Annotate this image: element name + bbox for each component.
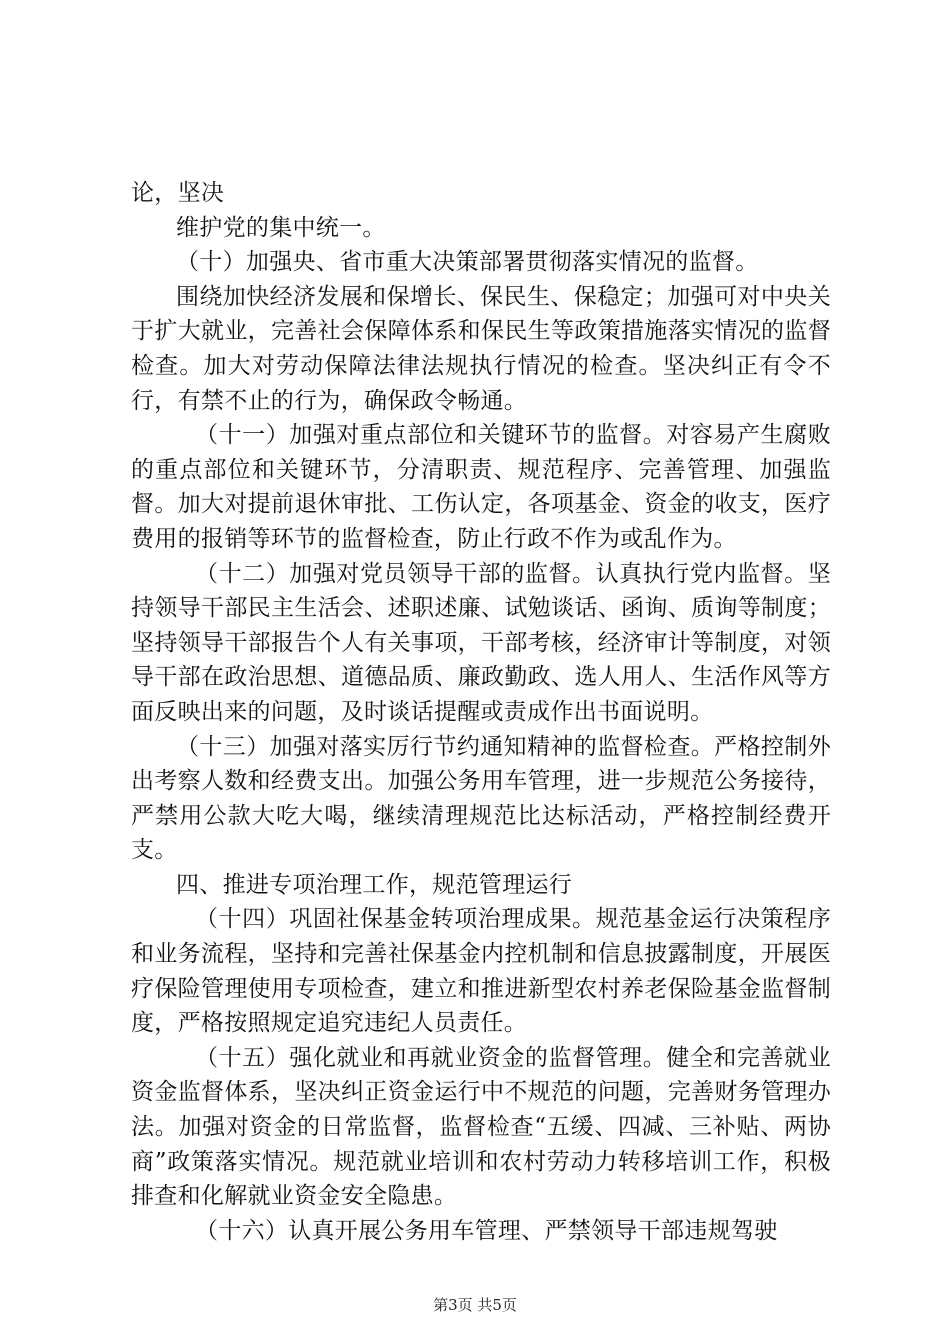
paragraph-2: 维护党的集中统一。 xyxy=(176,214,386,241)
page-number-footer: 第3页 共5页 xyxy=(433,1296,517,1314)
paragraph-3-heading: （十）加强央、省市重大决策部署贯彻落实情况的监督。 xyxy=(176,249,759,276)
paragraph-6: （十二）加强对党员领导干部的监督。认真执行党内监督。坚持领导干部民主生活会、述职述廉、试勉谈话、函询、质询等制度；坚持领导干部报告个人有关事项，干部考核，经济审计等制度，对领导干部在政治思想、道德品质、廉政勤政、选人用人、生活作风等方面反映出来的问题，及时谈话提醒或责成作出书面说明。 xyxy=(131,560,831,725)
paragraph-9: （十四）巩固社保基金转项治理成果。规范基金运行决策程序和业务流程，坚持和完善社保基金内控机制和信息披露制度，开展医疗保险管理使用专项检查，建立和推进新型农村养老保险基金监督制度，严格按照规定追究违纪人员责任。 xyxy=(131,906,831,1037)
paragraph-4: 围绕加快经济发展和保增长、保民生、保稳定；加强可对中央关于扩大就业，完善社会保障体系和保民生等政策措施落实情况的监督检查。加大对劳动保障法律法规执行情况的检查。坚决纠正有令不行，有禁不止的行为，确保政令畅通。 xyxy=(131,283,831,414)
section-heading-4: 四、推进专项治理工作，规范管理运行 xyxy=(176,871,573,898)
paragraph-11: （十六）认真开展公务用车管理、严禁领导干部违规驾驶 xyxy=(195,1217,778,1244)
paragraph-7: （十三）加强对落实厉行节约通知精神的监督检查。严格控制外出考察人数和经费支出。加强公务用车管理，进一步规范公务接待，严禁用公款大吃大喝，继续清理规范比达标活动，严格控制经费开支。 xyxy=(131,733,831,864)
document-body xyxy=(131,176,831,1248)
paragraph-5: （十一）加强对重点部位和关键环节的监督。对容易产生腐败的重点部位和关键环节，分清职责、规范程序、完善管理、加强监督。加大对提前退休审批、工伤认定，各项基金、资金的收支，医疗费用的报销等环节的监督检查，防止行政不作为或乱作为。 xyxy=(131,422,831,552)
paragraph-1: 论，坚决 xyxy=(131,180,225,206)
paragraph-10: （十五）强化就业和再就业资金的监督管理。健全和完善就业资金监督体系，坚决纠正资金运行中不规范的问题，完善财务管理办法。加强对资金的日常监督，监督检查“五缓、四减、三补贴、两协商”政策落实情况。规范就业培训和农村劳动力转移培训工作，积极排查和化解就业资金安全隐患。 xyxy=(131,1044,831,1210)
